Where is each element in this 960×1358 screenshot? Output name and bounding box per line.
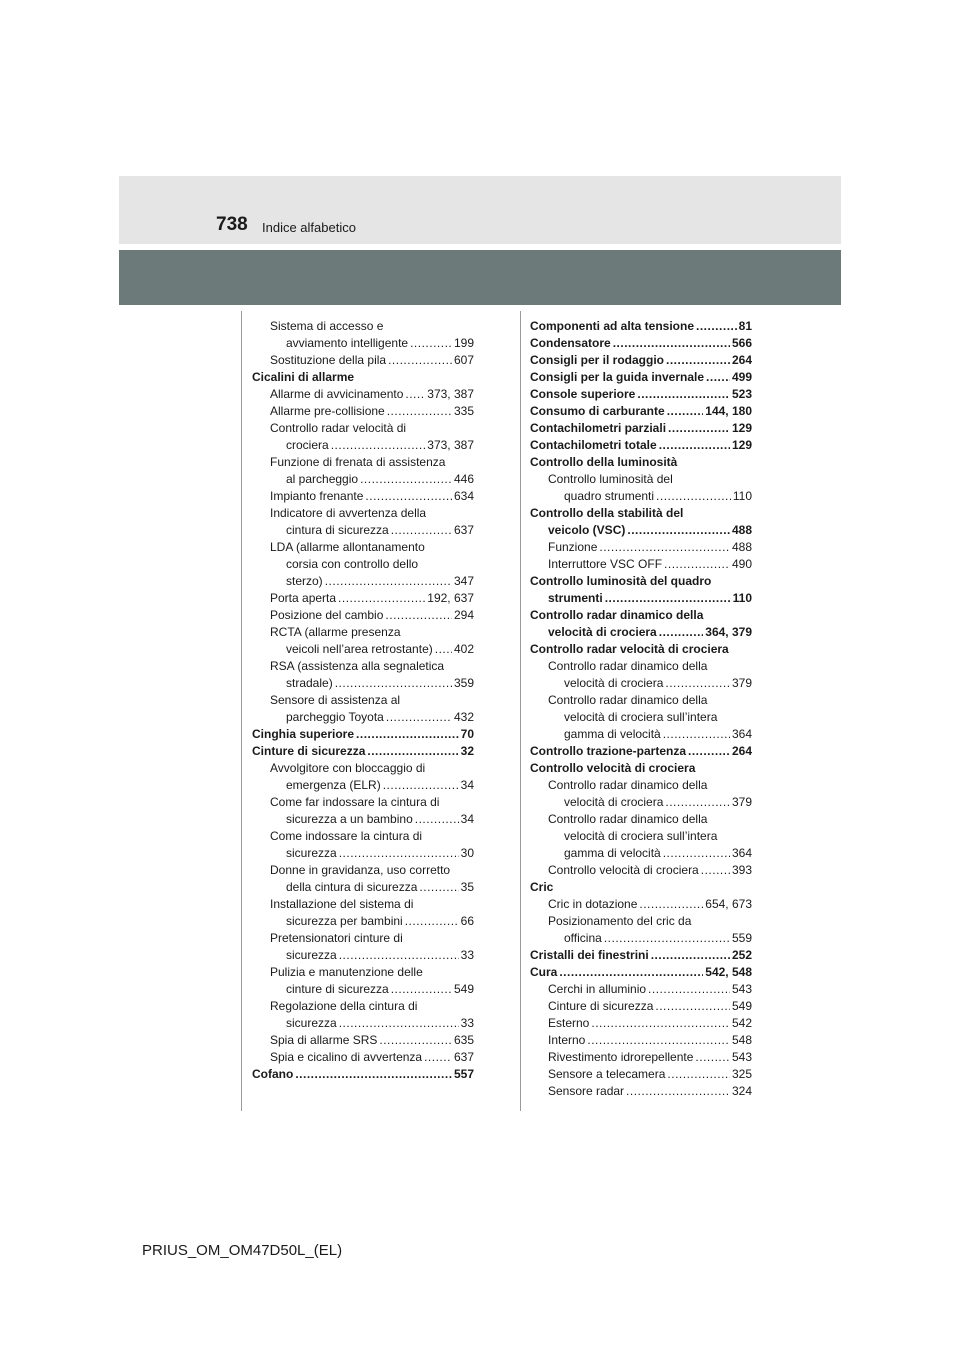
index-entry bbox=[530, 862, 752, 879]
dot-leader bbox=[626, 1083, 730, 1100]
index-heading: Come far indossare la cintura di bbox=[270, 795, 440, 809]
index-entry bbox=[530, 556, 752, 573]
index-entry bbox=[252, 1015, 474, 1032]
index-entry bbox=[530, 743, 752, 760]
entry-label: Consigli per la guida invernale bbox=[530, 370, 705, 384]
index-heading: velocità di crociera sull’intera bbox=[564, 829, 718, 843]
dot-leader bbox=[424, 1049, 452, 1066]
entry-page-number: 33 bbox=[460, 1016, 474, 1030]
entry-label: Consumo di carburante bbox=[530, 404, 665, 418]
entry-label: velocità di crociera bbox=[564, 795, 664, 809]
dot-leader bbox=[410, 335, 452, 352]
entry-page-number: 264 bbox=[731, 353, 752, 367]
entry-label: Controllo trazione-partenza bbox=[530, 744, 687, 758]
entry-page-number: 379 bbox=[731, 795, 752, 809]
index-entry bbox=[530, 352, 752, 369]
entry-page-number: 432 bbox=[453, 710, 474, 724]
dot-leader bbox=[696, 318, 737, 335]
entry-label: veicolo (VSC) bbox=[548, 523, 626, 537]
entry-label: Cerchi in alluminio bbox=[548, 982, 647, 996]
index-entry bbox=[530, 947, 752, 964]
entry-label: parcheggio Toyota bbox=[286, 710, 384, 724]
index-heading: Controllo radar velocità di bbox=[270, 421, 407, 435]
entry-label: Spia e cicalino di avvertenza bbox=[270, 1050, 423, 1064]
index-entry bbox=[530, 386, 752, 403]
dot-leader bbox=[391, 981, 452, 998]
column-divider-left bbox=[241, 311, 242, 1111]
dot-leader bbox=[419, 879, 458, 896]
entry-label: velocità di crociera bbox=[548, 625, 657, 639]
index-heading: Controllo radar velocità di crociera bbox=[530, 642, 729, 656]
entry-page-number: 637 bbox=[453, 523, 474, 537]
dot-leader bbox=[663, 726, 730, 743]
entry-page-number: 635 bbox=[453, 1033, 474, 1047]
index-entry bbox=[252, 607, 474, 624]
entry-page-number: 373, 387 bbox=[427, 438, 474, 452]
entry-label: Rivestimento idrorepellente bbox=[548, 1050, 694, 1064]
entry-page-number: 654, 673 bbox=[705, 897, 752, 911]
entry-label: Porta aperta bbox=[270, 591, 337, 605]
index-heading: Cicalini di allarme bbox=[252, 370, 355, 384]
entry-page-number: 34 bbox=[460, 778, 474, 792]
entry-page-number: 110 bbox=[732, 591, 752, 605]
entry-page-number: 294 bbox=[453, 608, 474, 622]
dot-leader bbox=[655, 998, 730, 1015]
index-entry bbox=[252, 743, 474, 760]
dot-leader bbox=[664, 556, 730, 573]
entry-page-number: 359 bbox=[453, 676, 474, 690]
index-heading: Controllo radar dinamico della bbox=[548, 659, 708, 673]
entry-page-number: 129 bbox=[731, 438, 752, 452]
dot-leader bbox=[605, 590, 731, 607]
index-entry bbox=[252, 726, 474, 743]
entry-page-number: 252 bbox=[731, 948, 752, 962]
dot-leader bbox=[295, 1066, 452, 1083]
index-heading: Controllo della luminosità bbox=[530, 455, 678, 469]
index-heading: Cric bbox=[530, 880, 554, 894]
index-entry bbox=[530, 590, 752, 607]
entry-label: Cristalli dei finestrini bbox=[530, 948, 649, 962]
index-heading: Controllo luminosità del bbox=[548, 472, 673, 486]
dot-leader bbox=[338, 590, 425, 607]
entry-label: quadro strumenti bbox=[564, 489, 655, 503]
index-heading: Regolazione della cintura di bbox=[270, 999, 418, 1013]
entry-label: sterzo) bbox=[286, 574, 323, 588]
entry-label: stradale) bbox=[286, 676, 333, 690]
index-entry bbox=[252, 777, 474, 794]
dot-leader bbox=[405, 386, 425, 403]
index-heading: Pulizia e manutenzione delle bbox=[270, 965, 423, 979]
entry-page-number: 81 bbox=[738, 319, 752, 333]
index-entry bbox=[530, 318, 752, 335]
entry-page-number: 542, 548 bbox=[705, 965, 752, 979]
entry-label: Cura bbox=[530, 965, 558, 979]
index-entry bbox=[252, 879, 474, 896]
index-entry bbox=[252, 403, 474, 420]
index-entry bbox=[252, 1049, 474, 1066]
entry-label: Console superiore bbox=[530, 387, 636, 401]
section-title: Indice alfabetico bbox=[262, 220, 356, 235]
index-entry bbox=[530, 675, 752, 692]
index-column-left bbox=[252, 318, 474, 1083]
entry-label: velocità di crociera bbox=[564, 676, 664, 690]
entry-label: Sostituzione della pila bbox=[270, 353, 387, 367]
index-heading: Controllo della stabilità del bbox=[530, 506, 684, 520]
index-entry bbox=[252, 573, 474, 590]
dot-leader bbox=[360, 471, 452, 488]
dot-leader bbox=[667, 1066, 730, 1083]
index-entry bbox=[252, 386, 474, 403]
entry-label: sicurezza bbox=[286, 1016, 337, 1030]
dot-leader bbox=[435, 641, 452, 658]
index-heading: velocità di crociera sull’intera bbox=[564, 710, 718, 724]
index-heading: Funzione di frenata di assistenza bbox=[270, 455, 446, 469]
entry-label: Condensatore bbox=[530, 336, 611, 350]
entry-page-number: 110 bbox=[732, 489, 752, 503]
index-entry bbox=[252, 947, 474, 964]
dot-leader bbox=[387, 403, 452, 420]
entry-label: strumenti bbox=[548, 591, 603, 605]
index-heading: Controllo velocità di crociera bbox=[530, 761, 696, 775]
index-entry bbox=[530, 964, 752, 981]
index-entry bbox=[252, 811, 474, 828]
dot-leader bbox=[663, 845, 730, 862]
entry-page-number: 557 bbox=[453, 1067, 474, 1081]
index-entry bbox=[252, 471, 474, 488]
index-heading: Controllo radar dinamico della bbox=[548, 778, 708, 792]
entry-label: Allarme di avvicinamento bbox=[270, 387, 404, 401]
entry-label: sicurezza bbox=[286, 948, 337, 962]
index-entry bbox=[530, 896, 752, 913]
entry-label: Cofano bbox=[252, 1067, 294, 1081]
entry-page-number: 66 bbox=[460, 914, 474, 928]
index-entry bbox=[252, 437, 474, 454]
dot-leader bbox=[335, 675, 452, 692]
dot-leader bbox=[666, 352, 730, 369]
index-heading: Controllo radar dinamico della bbox=[548, 812, 708, 826]
dot-leader bbox=[667, 403, 704, 420]
entry-label: Esterno bbox=[548, 1016, 590, 1030]
entry-label: al parcheggio bbox=[286, 472, 359, 486]
index-entry bbox=[252, 845, 474, 862]
dot-leader bbox=[559, 964, 703, 981]
entry-label: sicurezza a un bambino bbox=[286, 812, 413, 826]
index-entry bbox=[530, 403, 752, 420]
index-entry bbox=[252, 675, 474, 692]
dot-leader bbox=[587, 1032, 730, 1049]
dot-leader bbox=[405, 913, 459, 930]
entry-label: cintura di sicurezza bbox=[286, 523, 389, 537]
entry-page-number: 32 bbox=[460, 744, 474, 758]
dot-leader bbox=[627, 522, 730, 539]
dot-leader bbox=[665, 794, 730, 811]
index-entry bbox=[530, 369, 752, 386]
index-entry bbox=[530, 335, 752, 352]
index-heading: Donne in gravidanza, uso corretto bbox=[270, 863, 451, 877]
dot-leader bbox=[367, 743, 458, 760]
dot-leader bbox=[648, 981, 730, 998]
dot-leader bbox=[383, 777, 459, 794]
index-entry bbox=[530, 1032, 752, 1049]
index-entry bbox=[530, 794, 752, 811]
entry-page-number: 543 bbox=[731, 1050, 752, 1064]
entry-label: Spia di allarme SRS bbox=[270, 1033, 378, 1047]
dot-leader bbox=[604, 930, 730, 947]
entry-label: Consigli per il rodaggio bbox=[530, 353, 665, 367]
dot-leader bbox=[379, 1032, 452, 1049]
index-entry bbox=[252, 1066, 474, 1083]
entry-page-number: 543 bbox=[731, 982, 752, 996]
dot-leader bbox=[639, 896, 703, 913]
entry-label: officina bbox=[564, 931, 602, 945]
dot-leader bbox=[365, 488, 452, 505]
entry-page-number: 637 bbox=[453, 1050, 474, 1064]
index-entry bbox=[252, 913, 474, 930]
document-code: PRIUS_OM_OM47D50L_(EL) bbox=[142, 1242, 343, 1259]
entry-page-number: 129 bbox=[731, 421, 752, 435]
entry-page-number: 335 bbox=[453, 404, 474, 418]
index-column-right bbox=[530, 318, 752, 1100]
dot-leader bbox=[591, 1015, 730, 1032]
dot-leader bbox=[695, 1049, 730, 1066]
index-entry bbox=[530, 930, 752, 947]
dot-leader bbox=[386, 709, 452, 726]
dot-leader bbox=[659, 624, 704, 641]
entry-page-number: 35 bbox=[460, 880, 474, 894]
index-entry bbox=[530, 726, 752, 743]
entry-page-number: 548 bbox=[731, 1033, 752, 1047]
entry-label: Sensore radar bbox=[548, 1084, 625, 1098]
index-heading: Indicatore di avvertenza della bbox=[270, 506, 427, 520]
dot-leader bbox=[391, 522, 452, 539]
index-entry bbox=[252, 488, 474, 505]
dot-leader bbox=[659, 437, 730, 454]
index-entry bbox=[252, 981, 474, 998]
index-heading: Avvolgitore con bloccaggio di bbox=[270, 761, 426, 775]
dot-leader bbox=[339, 845, 459, 862]
entry-page-number: 607 bbox=[453, 353, 474, 367]
index-entry bbox=[252, 641, 474, 658]
entry-page-number: 347 bbox=[453, 574, 474, 588]
index-entry bbox=[530, 420, 752, 437]
entry-label: della cintura di sicurezza bbox=[286, 880, 418, 894]
index-heading: Pretensionatori cinture di bbox=[270, 931, 403, 945]
dot-leader bbox=[656, 488, 731, 505]
entry-page-number: 634 bbox=[453, 489, 474, 503]
dot-leader bbox=[331, 437, 426, 454]
entry-label: crociera bbox=[286, 438, 329, 452]
entry-label: veicoli nell’area retrostante) bbox=[286, 642, 433, 656]
index-entry bbox=[530, 998, 752, 1015]
dot-leader bbox=[339, 1015, 459, 1032]
dot-leader bbox=[665, 675, 730, 692]
index-entry bbox=[252, 590, 474, 607]
index-entry bbox=[530, 488, 752, 505]
index-heading: RSA (assistenza alla segnaletica bbox=[270, 659, 445, 673]
dot-leader bbox=[599, 539, 730, 556]
entry-label: gamma di velocità bbox=[564, 846, 661, 860]
entry-label: emergenza (ELR) bbox=[286, 778, 381, 792]
index-heading: Controllo radar dinamico della bbox=[548, 693, 708, 707]
index-entry bbox=[252, 522, 474, 539]
entry-page-number: 30 bbox=[460, 846, 474, 860]
index-entry bbox=[252, 352, 474, 369]
entry-page-number: 559 bbox=[731, 931, 752, 945]
entry-label: Interruttore VSC OFF bbox=[548, 557, 663, 571]
entry-page-number: 199 bbox=[453, 336, 474, 350]
entry-page-number: 488 bbox=[731, 540, 752, 554]
index-heading: Posizionamento del cric da bbox=[548, 914, 692, 928]
column-divider-right bbox=[520, 311, 521, 1111]
entry-label: Posizione del cambio bbox=[270, 608, 384, 622]
entry-page-number: 446 bbox=[453, 472, 474, 486]
entry-label: gamma di velocità bbox=[564, 727, 661, 741]
index-entry bbox=[530, 1083, 752, 1100]
index-heading: Come indossare la cintura di bbox=[270, 829, 423, 843]
index-heading: RCTA (allarme presenza bbox=[270, 625, 401, 639]
index-entry bbox=[530, 981, 752, 998]
entry-label: sicurezza per bambini bbox=[286, 914, 403, 928]
entry-page-number: 33 bbox=[460, 948, 474, 962]
dot-leader bbox=[339, 947, 459, 964]
entry-page-number: 549 bbox=[731, 999, 752, 1013]
entry-label: cinture di sicurezza bbox=[286, 982, 389, 996]
dot-leader bbox=[688, 743, 730, 760]
dot-leader bbox=[415, 811, 459, 828]
entry-page-number: 364 bbox=[731, 846, 752, 860]
entry-page-number: 523 bbox=[731, 387, 752, 401]
entry-label: Funzione bbox=[548, 540, 598, 554]
index-entry bbox=[530, 522, 752, 539]
entry-page-number: 393 bbox=[731, 863, 752, 877]
entry-page-number: 379 bbox=[731, 676, 752, 690]
index-heading: Installazione del sistema di bbox=[270, 897, 414, 911]
index-entry bbox=[530, 845, 752, 862]
entry-label: sicurezza bbox=[286, 846, 337, 860]
entry-page-number: 264 bbox=[731, 744, 752, 758]
entry-page-number: 144, 180 bbox=[705, 404, 752, 418]
dot-leader bbox=[385, 607, 452, 624]
entry-page-number: 402 bbox=[453, 642, 474, 656]
entry-page-number: 542 bbox=[731, 1016, 752, 1030]
index-entry bbox=[252, 335, 474, 352]
entry-page-number: 325 bbox=[731, 1067, 752, 1081]
entry-page-number: 70 bbox=[460, 727, 474, 741]
page-number: 738 bbox=[216, 214, 248, 235]
index-entry bbox=[530, 1049, 752, 1066]
index-entry bbox=[530, 1015, 752, 1032]
index-heading: LDA (allarme allontanamento bbox=[270, 540, 425, 554]
entry-page-number: 488 bbox=[731, 523, 752, 537]
entry-label: Cinture di sicurezza bbox=[252, 744, 366, 758]
entry-label: Interno bbox=[548, 1033, 586, 1047]
entry-label: Sensore a telecamera bbox=[548, 1067, 666, 1081]
dot-leader bbox=[637, 386, 730, 403]
index-entry bbox=[252, 1032, 474, 1049]
index-heading: corsia con controllo dello bbox=[286, 557, 419, 571]
index-heading: Controllo radar dinamico della bbox=[530, 608, 704, 622]
index-heading: Sensore di assistenza al bbox=[270, 693, 401, 707]
entry-label: Cinture di sicurezza bbox=[548, 999, 654, 1013]
entry-page-number: 566 bbox=[731, 336, 752, 350]
dot-leader bbox=[325, 573, 452, 590]
entry-page-number: 499 bbox=[731, 370, 752, 384]
entry-label: Componenti ad alta tensione bbox=[530, 319, 695, 333]
index-entry bbox=[530, 624, 752, 641]
entry-label: Impianto frenante bbox=[270, 489, 364, 503]
index-entry bbox=[530, 437, 752, 454]
entry-label: Contachilometri parziali bbox=[530, 421, 667, 435]
dot-leader bbox=[356, 726, 459, 743]
entry-page-number: 324 bbox=[731, 1084, 752, 1098]
entry-page-number: 490 bbox=[731, 557, 752, 571]
entry-label: Allarme pre-collisione bbox=[270, 404, 385, 418]
dot-leader bbox=[706, 369, 730, 386]
index-entry bbox=[530, 539, 752, 556]
entry-label: Cric in dotazione bbox=[548, 897, 638, 911]
dot-leader bbox=[613, 335, 730, 352]
entry-page-number: 373, 387 bbox=[427, 387, 474, 401]
dot-leader bbox=[701, 862, 730, 879]
dot-leader bbox=[388, 352, 452, 369]
entry-page-number: 364 bbox=[731, 727, 752, 741]
index-entry bbox=[530, 1066, 752, 1083]
index-heading: Sistema di accesso e bbox=[270, 319, 384, 333]
entry-page-number: 549 bbox=[453, 982, 474, 996]
header-dark-band bbox=[119, 250, 841, 305]
entry-page-number: 192, 637 bbox=[427, 591, 474, 605]
entry-label: Controllo velocità di crociera bbox=[548, 863, 699, 877]
index-entry bbox=[252, 709, 474, 726]
entry-label: Cinghia superiore bbox=[252, 727, 355, 741]
index-heading: Controllo luminosità del quadro bbox=[530, 574, 712, 588]
dot-leader bbox=[651, 947, 730, 964]
entry-label: Contachilometri totale bbox=[530, 438, 657, 452]
entry-page-number: 34 bbox=[460, 812, 474, 826]
entry-page-number: 364, 379 bbox=[705, 625, 752, 639]
dot-leader bbox=[668, 420, 730, 437]
entry-label: avviamento intelligente bbox=[286, 336, 409, 350]
